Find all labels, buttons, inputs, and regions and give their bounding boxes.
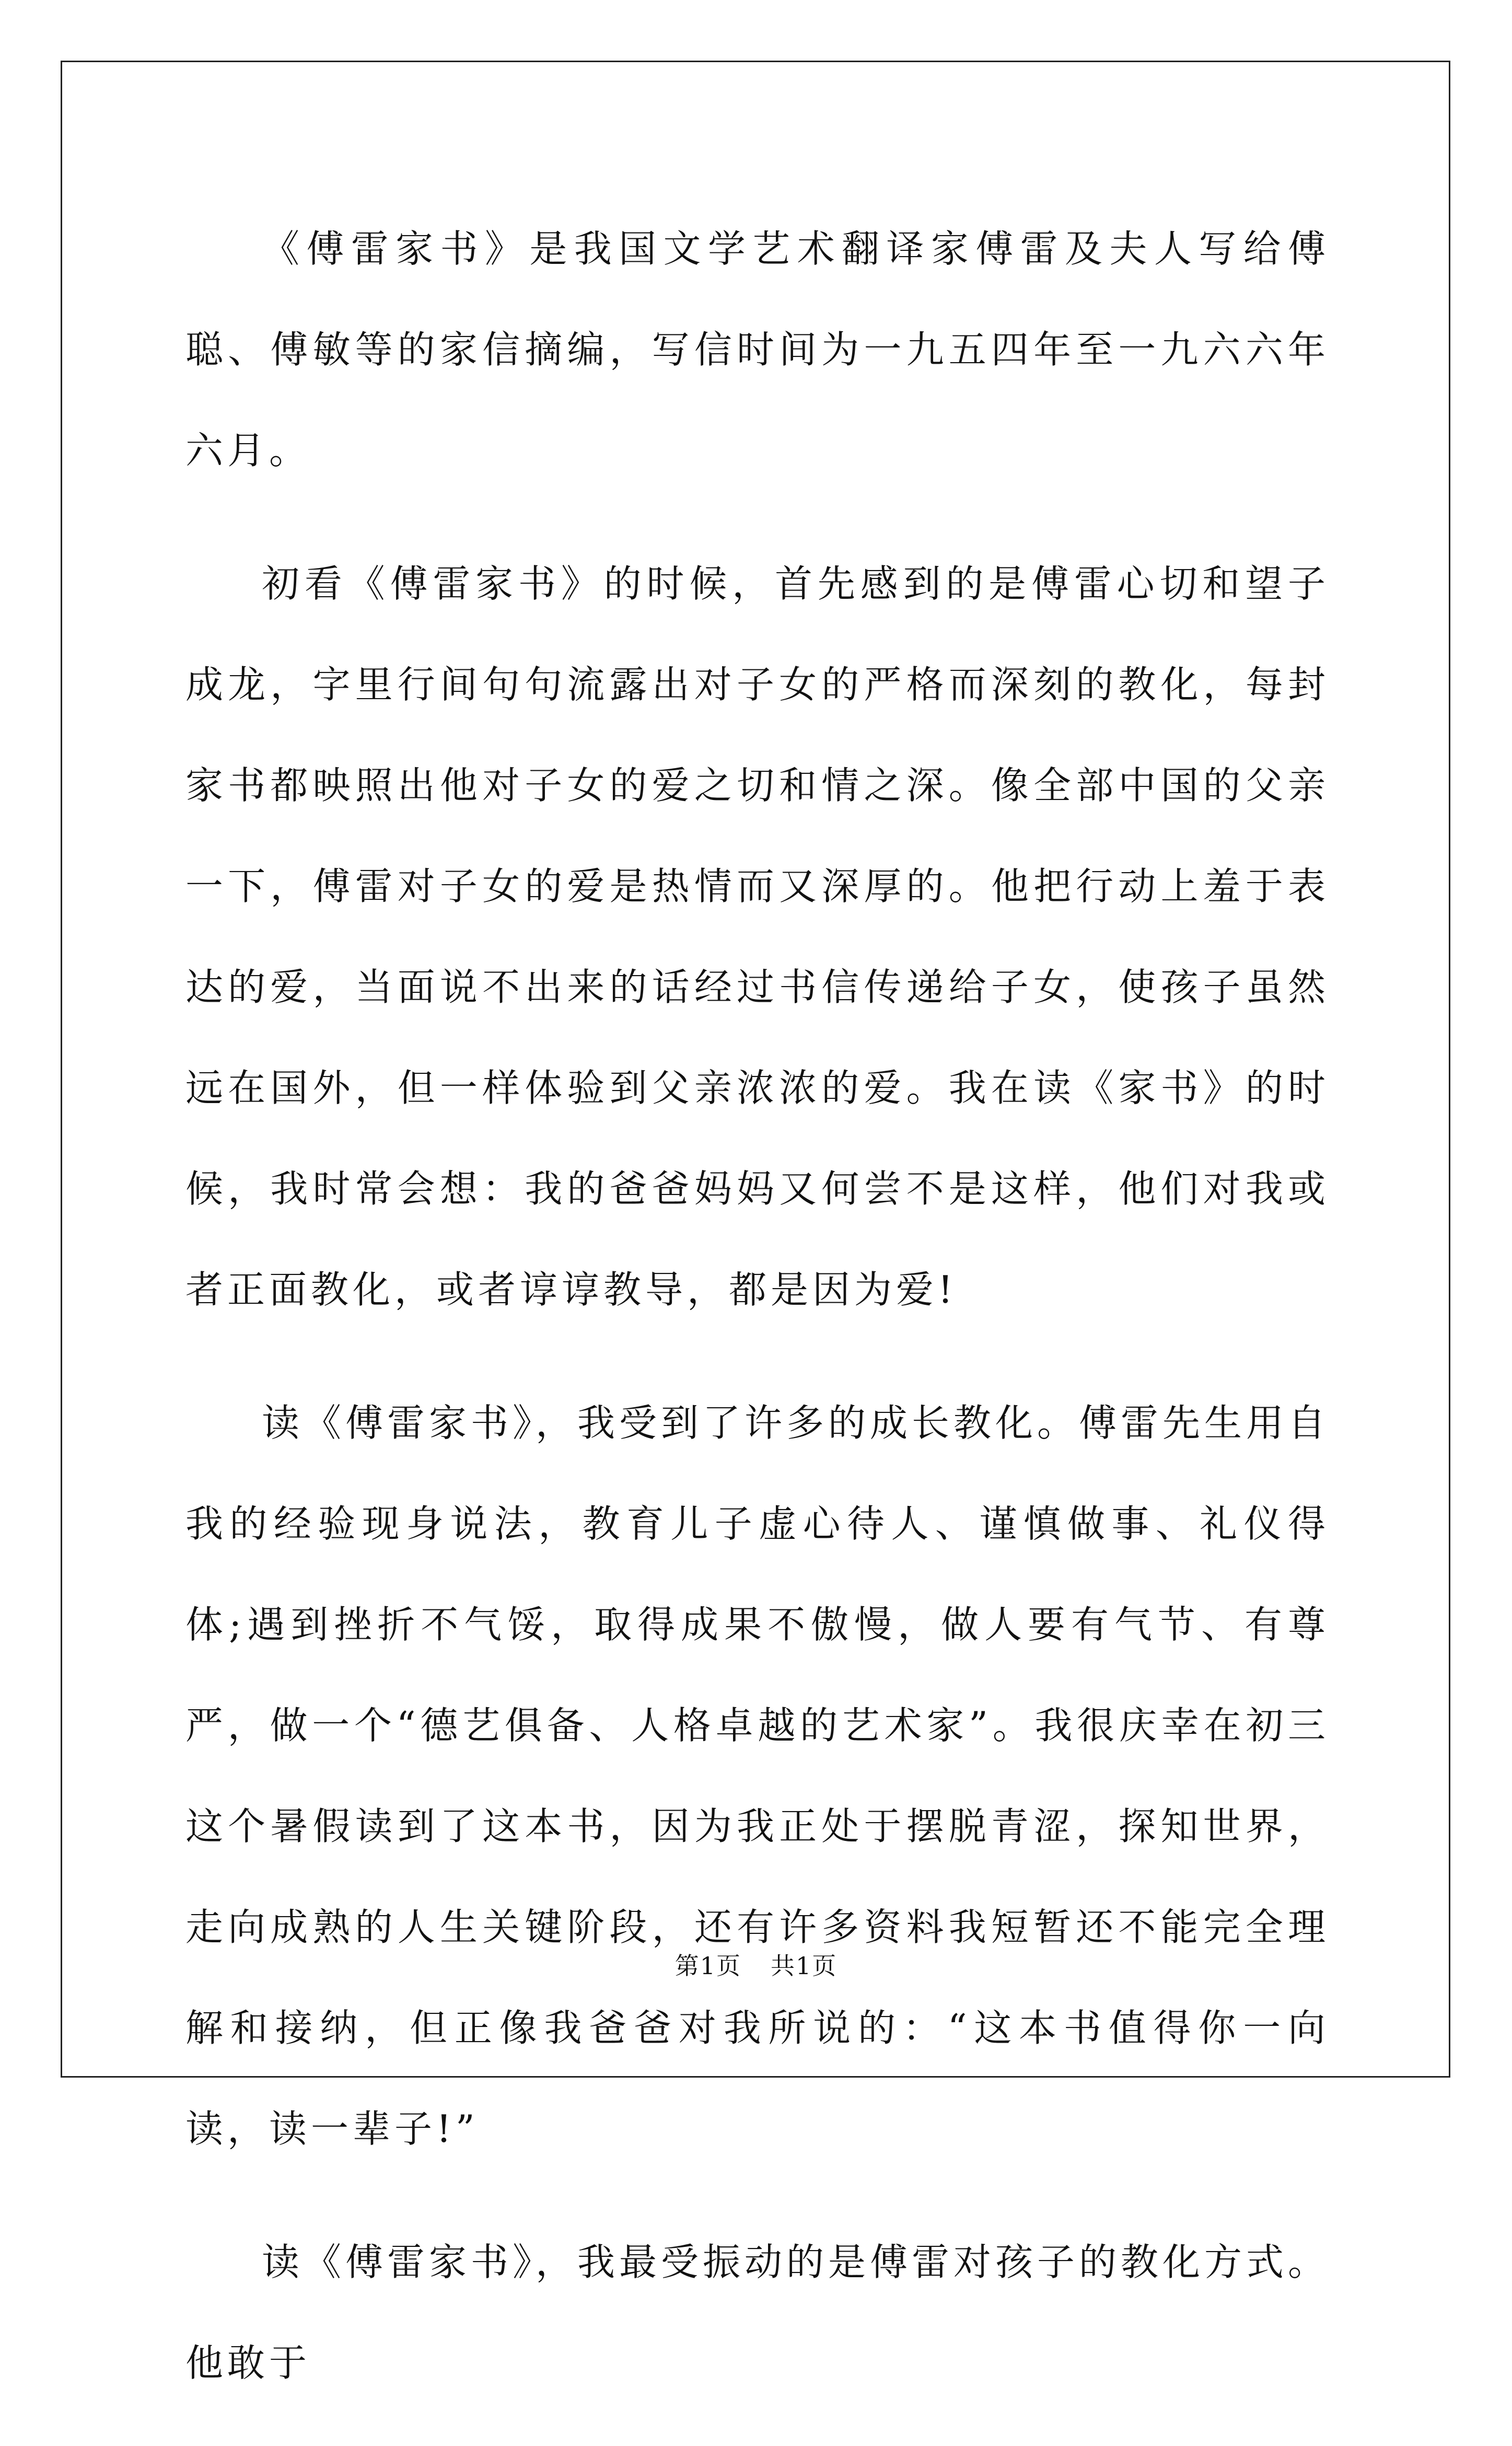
- paragraph-2: 初看《傅雷家书》的时候，首先感到的是傅雷心切和望子成龙，字里行间句句流露出对子女的严格而深刻的教化，每封家书都映照出他对子女的爱之切和情之深。像全部中国的父亲一下，傅雷对子女的爱是热情而又深厚的。他把行动上羞于表达的爱，当面说不出来的话经过书信传递给子女，使孩子虽然远在国外，但一样体验到父亲浓浓的爱。我在读《家书》的时候，我时常会想：我的爸爸妈妈又何尝不是这样，他们对我或者正面教化，或者谆谆教导，都是因为爱!: [185, 562, 1330, 1312]
- paragraph-4: 读《傅雷家书》，我最受振动的是傅雷对孩子的教化方式。他敢于: [185, 2240, 1330, 2385]
- page-total: 共1页: [771, 1952, 838, 1980]
- document-body: [185, 199, 1330, 2446]
- paragraph-1: 《傅雷家书》是我国文学艺术翻译家傅雷及夫人写给傅聪、傅敏等的家信摘编，写信时间为一九五四年至一九六六年六月。: [185, 227, 1330, 472]
- paragraph-3: 读《傅雷家书》，我受到了许多的成长教化。傅雷先生用自我的经验现身说法，教育儿子虚心待人、谨慎做事、礼仪得体;遇到挫折不气馁，取得成果不傲慢，做人要有气节、有尊严，做一个“德艺俱备、人格卓越的艺术家”。我很庆幸在初三这个暑假读到了这本书，因为我正处于摆脱青涩，探知世界，走向成熟的人生关键阶段，还有许多资料我短暂还不能完全理解和接纳，但正像我爸爸对我所说的：“这本书值得你一向读，读一辈子!”: [185, 1401, 1330, 2151]
- page-footer: [0, 1950, 1512, 1981]
- page-number: 第1页: [674, 1952, 741, 1980]
